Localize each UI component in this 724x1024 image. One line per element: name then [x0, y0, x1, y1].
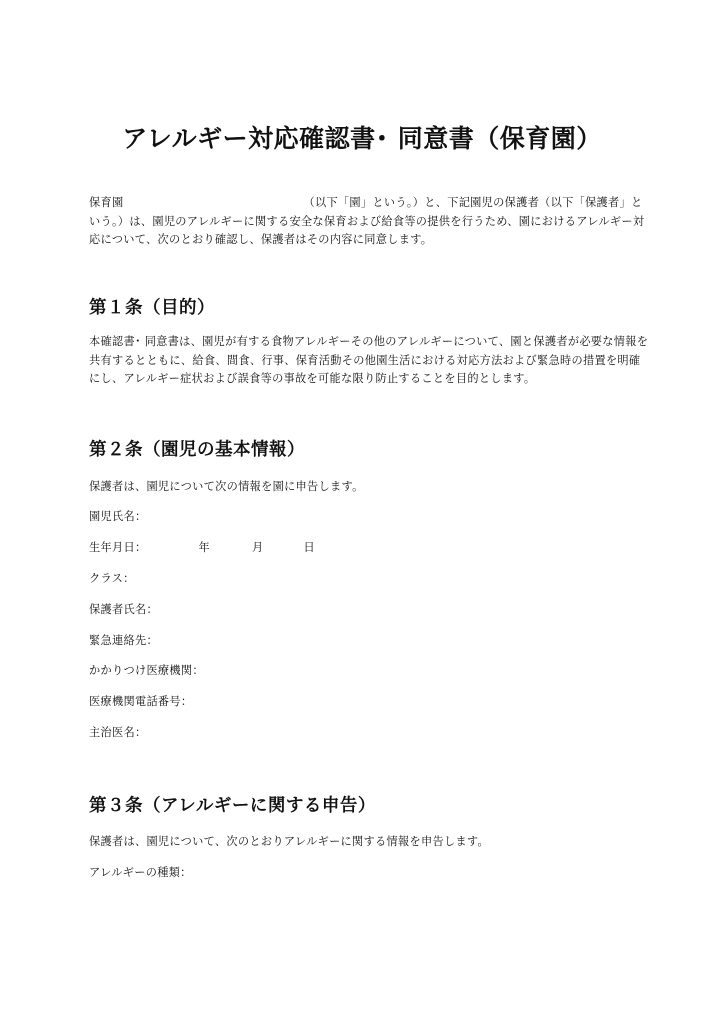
nursery-name-prefix: 保育園 [89, 196, 124, 209]
article3-lead: 保護者は、園児について、次のとおりアレルギーに関する情報を申告します。 [89, 835, 489, 848]
birthdate-row [89, 539, 315, 555]
class-label: クラス： [89, 572, 135, 585]
birthdate-month: 月 [251, 541, 264, 554]
document-title: アレルギー対応確認書･ 同意書（保育園） [122, 124, 602, 153]
intro-paragraph [89, 194, 649, 250]
clinic-phone-label: 医療機関電話番号： [89, 695, 193, 708]
article1-body: 本確認書･ 同意書は、園児が有する食物アレルギーその他のアレルギーについて、園と保護者が必要な情報を共有するとともに、給食、間食、行事、保育活動その他園生活における対応方法および緊急時の措置を明確にし、アレルギー症状および誤食等の事故を可能な限り防止することを目的とします。 [89, 335, 649, 385]
clinic-label: かかりつけ医療機関： [89, 664, 204, 677]
birthdate-day: 日 [303, 541, 315, 554]
article2-lead: 保護者は、園児について次の情報を園に申告します。 [89, 480, 364, 493]
allergy-type-label: アレルギーの種類： [89, 866, 192, 879]
intro-text: （以下「園」という。）と、下記園児の保護者（以下「保護者」という。）は、園児のアレルギーに関する安全な保育および給食等の提供を行うため、園におけるアレルギー対応について、次のとおり確認し、保護者はその内容に同意します。 [89, 196, 645, 246]
doctor-label: 主治医名： [89, 726, 147, 739]
child-name-label: 園児氏名： [89, 510, 147, 523]
birthdate-year: 年 [198, 541, 210, 554]
article2-heading: 第２条（園児の基本情報） [89, 440, 305, 460]
guardian-name-label: 保護者氏名： [89, 603, 158, 616]
article1-heading: 第１条（目的） [89, 298, 215, 318]
birthdate-label: 生年月日： [89, 541, 147, 554]
article3-heading: 第３条（アレルギーに関する申告） [89, 796, 376, 816]
emergency-contact-label: 緊急連絡先： [89, 634, 158, 647]
